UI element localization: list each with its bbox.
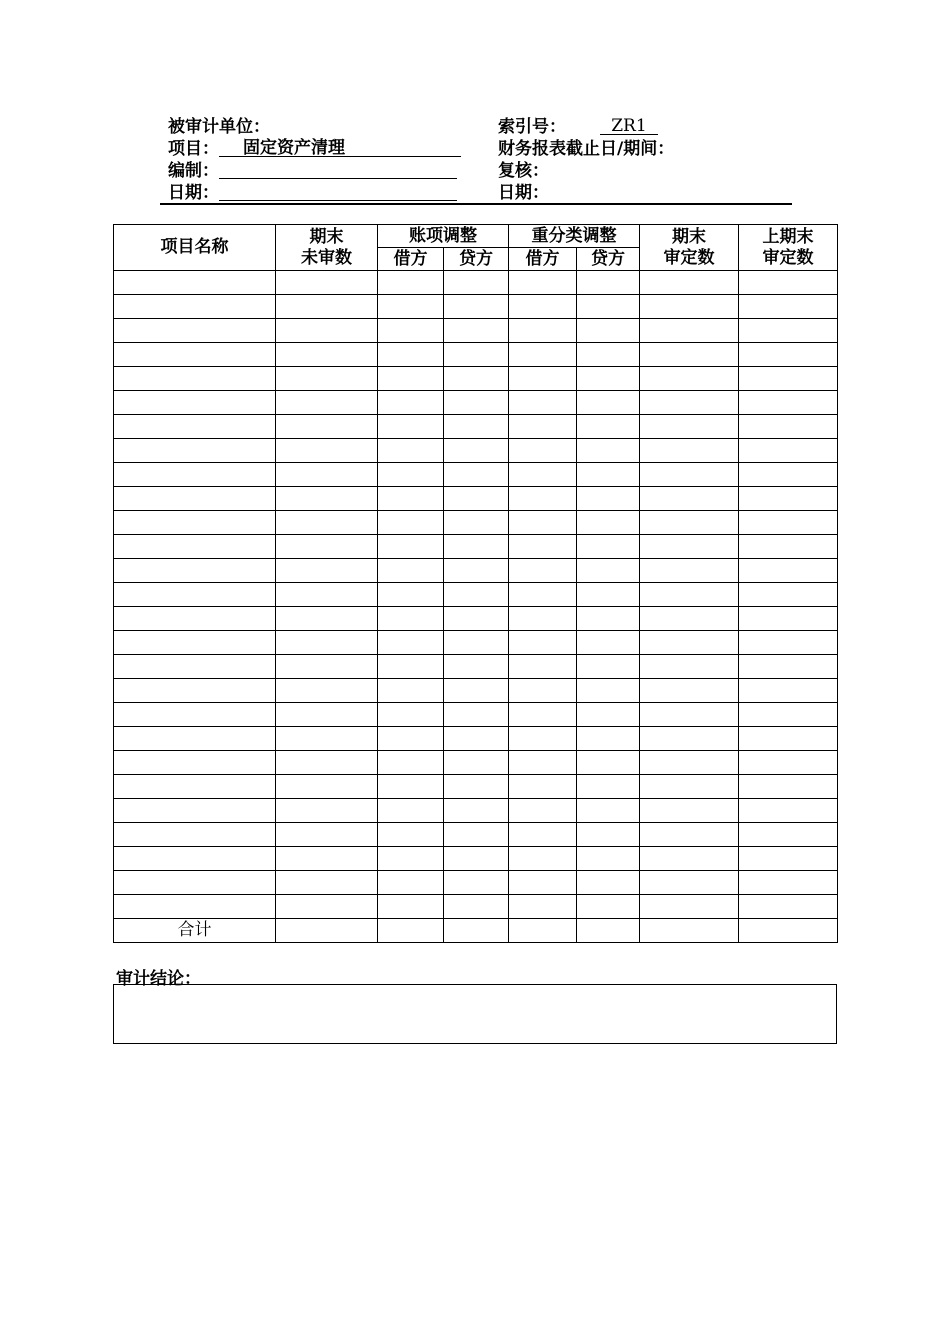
table-cell[interactable] — [276, 391, 378, 415]
table-cell[interactable] — [577, 727, 640, 751]
table-cell[interactable] — [640, 343, 739, 367]
table-cell[interactable] — [444, 295, 509, 319]
date-label: 日期： — [168, 183, 219, 203]
table-cell[interactable] — [739, 391, 838, 415]
table-cell[interactable] — [640, 631, 739, 655]
table-cell[interactable] — [378, 367, 444, 391]
table-row — [114, 463, 838, 487]
table-cell[interactable] — [114, 487, 276, 511]
index-value[interactable]: ZR1 — [600, 116, 658, 135]
table-cell[interactable] — [577, 415, 640, 439]
table-cell[interactable] — [378, 415, 444, 439]
table-cell[interactable] — [577, 631, 640, 655]
audited-unit-label: 被审计单位： — [168, 117, 270, 137]
table-cell[interactable] — [378, 607, 444, 631]
conclusion-box[interactable] — [113, 984, 837, 1044]
table-row — [114, 895, 838, 919]
table-cell[interactable] — [509, 487, 577, 511]
table-cell[interactable] — [444, 703, 509, 727]
table-cell[interactable] — [739, 559, 838, 583]
table-cell[interactable] — [276, 487, 378, 511]
header-row-1 — [160, 116, 792, 138]
table-row — [114, 631, 838, 655]
table-cell[interactable] — [378, 535, 444, 559]
table-cell[interactable] — [577, 583, 640, 607]
col-header-unaudited-line1: 期末 — [309, 226, 344, 247]
header-row-2 — [160, 138, 792, 160]
table-cell[interactable] — [739, 655, 838, 679]
table-cell[interactable] — [739, 847, 838, 871]
col-header-unaudited-line2: 未审数 — [301, 247, 352, 268]
table-cell[interactable] — [509, 919, 577, 943]
table-cell[interactable] — [114, 703, 276, 727]
table-cell[interactable] — [444, 367, 509, 391]
table-cell[interactable] — [114, 583, 276, 607]
table-cell[interactable] — [114, 679, 276, 703]
table-cell[interactable] — [114, 343, 276, 367]
table-cell[interactable] — [444, 439, 509, 463]
date-value[interactable] — [219, 182, 457, 201]
table-cell[interactable] — [378, 439, 444, 463]
table-cell[interactable] — [577, 919, 640, 943]
header-row-3 — [160, 160, 792, 182]
table-cell[interactable] — [276, 415, 378, 439]
col-header-reclass-debit: 借方 — [509, 248, 577, 271]
table-cell[interactable] — [276, 631, 378, 655]
table-cell[interactable] — [114, 535, 276, 559]
table-cell[interactable] — [378, 871, 444, 895]
table-cell[interactable] — [640, 823, 739, 847]
table-cell[interactable] — [114, 319, 276, 343]
table-cell[interactable] — [739, 583, 838, 607]
period-label: 财务报表截止日/期间： — [498, 139, 675, 159]
table-cell[interactable] — [378, 511, 444, 535]
table-cell[interactable] — [739, 487, 838, 511]
table-body — [114, 271, 838, 943]
table-cell[interactable] — [378, 343, 444, 367]
table-cell[interactable] — [378, 559, 444, 583]
table-cell[interactable] — [509, 391, 577, 415]
table-cell[interactable] — [276, 535, 378, 559]
table-cell[interactable] — [276, 511, 378, 535]
table-cell[interactable] — [509, 751, 577, 775]
table-row — [114, 343, 838, 367]
table-cell[interactable] — [378, 703, 444, 727]
table-cell[interactable] — [640, 487, 739, 511]
table-cell[interactable] — [444, 343, 509, 367]
table-cell[interactable] — [444, 271, 509, 295]
table-cell[interactable] — [114, 727, 276, 751]
table-row — [114, 679, 838, 703]
table-cell[interactable] — [739, 367, 838, 391]
table-row — [114, 847, 838, 871]
table-cell[interactable] — [276, 919, 378, 943]
table-cell[interactable] — [577, 367, 640, 391]
review-date-label: 日期： — [498, 183, 549, 203]
table-row — [114, 871, 838, 895]
table-cell[interactable] — [114, 439, 276, 463]
table-cell[interactable] — [509, 343, 577, 367]
table-cell[interactable] — [640, 607, 739, 631]
col-header-item-name: 项目名称 — [114, 225, 276, 271]
table-cell[interactable] — [739, 415, 838, 439]
table-cell[interactable] — [739, 679, 838, 703]
table-row — [114, 823, 838, 847]
table-cell[interactable] — [276, 727, 378, 751]
table-row — [114, 487, 838, 511]
table-cell[interactable] — [509, 847, 577, 871]
table-row — [114, 703, 838, 727]
table-cell[interactable] — [378, 919, 444, 943]
table-cell[interactable] — [444, 847, 509, 871]
table-cell[interactable] — [114, 391, 276, 415]
table-cell[interactable] — [509, 799, 577, 823]
col-header-reclass-credit: 贷方 — [577, 248, 640, 271]
table-cell[interactable] — [276, 895, 378, 919]
table-cell[interactable] — [114, 415, 276, 439]
preparer-label: 编制： — [168, 161, 219, 181]
table-cell[interactable] — [640, 367, 739, 391]
table-cell[interactable] — [509, 775, 577, 799]
table-cell[interactable] — [276, 775, 378, 799]
table-cell[interactable] — [577, 703, 640, 727]
table-cell[interactable] — [509, 871, 577, 895]
table-row — [114, 271, 838, 295]
table-cell[interactable] — [640, 919, 739, 943]
reviewer-label: 复核： — [498, 161, 549, 181]
table-cell[interactable] — [444, 823, 509, 847]
table-row — [114, 751, 838, 775]
table-cell[interactable] — [509, 559, 577, 583]
table-cell[interactable] — [114, 631, 276, 655]
table-cell[interactable] — [577, 343, 640, 367]
table-cell[interactable] — [640, 703, 739, 727]
col-header-audited — [640, 225, 739, 271]
table-cell[interactable] — [276, 343, 378, 367]
col-header-prior-line2: 审定数 — [762, 247, 814, 268]
table-cell[interactable] — [378, 799, 444, 823]
table-cell[interactable] — [509, 439, 577, 463]
table-row — [114, 559, 838, 583]
table-cell[interactable] — [640, 295, 739, 319]
table-cell[interactable] — [509, 895, 577, 919]
table-cell[interactable] — [378, 895, 444, 919]
table-cell[interactable] — [378, 751, 444, 775]
table-cell[interactable] — [378, 775, 444, 799]
header-rule — [160, 203, 792, 205]
table-cell[interactable] — [640, 895, 739, 919]
table-cell[interactable] — [577, 319, 640, 343]
table-cell[interactable] — [378, 295, 444, 319]
table-cell[interactable] — [444, 727, 509, 751]
table-cell[interactable] — [444, 487, 509, 511]
table-cell[interactable] — [640, 271, 739, 295]
item-label: 项目： — [168, 139, 219, 159]
table-cell[interactable] — [509, 823, 577, 847]
col-header-audited-line2: 审定数 — [663, 247, 715, 268]
table-cell[interactable] — [577, 535, 640, 559]
table-cell[interactable] — [739, 463, 838, 487]
table-cell[interactable] — [378, 391, 444, 415]
table-cell[interactable] — [509, 655, 577, 679]
table-cell[interactable] — [444, 895, 509, 919]
table-cell[interactable] — [509, 703, 577, 727]
table-cell[interactable] — [509, 679, 577, 703]
table-cell[interactable] — [378, 319, 444, 343]
table-cell[interactable] — [509, 463, 577, 487]
table-cell[interactable] — [640, 799, 739, 823]
table-cell[interactable] — [114, 799, 276, 823]
table-cell[interactable] — [509, 727, 577, 751]
col-header-account-credit: 贷方 — [444, 248, 509, 271]
table-cell[interactable] — [739, 511, 838, 535]
table-cell[interactable] — [739, 607, 838, 631]
table-cell[interactable] — [276, 319, 378, 343]
table-cell[interactable] — [577, 511, 640, 535]
table-cell[interactable] — [739, 775, 838, 799]
table-cell[interactable] — [276, 655, 378, 679]
item-value-field[interactable] — [219, 138, 461, 157]
table-cell[interactable] — [378, 631, 444, 655]
col-header-reclass-adjustment: 重分类调整 — [509, 225, 640, 248]
table-row — [114, 775, 838, 799]
total-row — [114, 919, 838, 943]
table-cell[interactable] — [114, 847, 276, 871]
table-cell[interactable] — [640, 319, 739, 343]
table-cell[interactable] — [276, 823, 378, 847]
table-cell[interactable] — [577, 847, 640, 871]
table-cell[interactable] — [114, 367, 276, 391]
total-label: 合计 — [114, 919, 276, 943]
table-cell[interactable] — [577, 823, 640, 847]
table-row — [114, 655, 838, 679]
preparer-value[interactable] — [219, 160, 457, 179]
table-cell[interactable] — [640, 511, 739, 535]
table-cell[interactable] — [509, 607, 577, 631]
table-cell[interactable] — [276, 583, 378, 607]
table-cell[interactable] — [640, 727, 739, 751]
table-cell[interactable] — [114, 559, 276, 583]
table-cell[interactable] — [640, 679, 739, 703]
table-cell[interactable] — [114, 751, 276, 775]
table-cell[interactable] — [444, 799, 509, 823]
table-cell[interactable] — [640, 559, 739, 583]
table-cell[interactable] — [378, 463, 444, 487]
table-row — [114, 391, 838, 415]
table-cell[interactable] — [739, 535, 838, 559]
table-cell[interactable] — [640, 535, 739, 559]
table-cell[interactable] — [739, 871, 838, 895]
table-cell[interactable] — [444, 871, 509, 895]
table-cell[interactable] — [739, 295, 838, 319]
table-cell[interactable] — [640, 439, 739, 463]
table-cell[interactable] — [444, 559, 509, 583]
table-cell[interactable] — [114, 463, 276, 487]
table-cell[interactable] — [577, 439, 640, 463]
table-cell[interactable] — [276, 367, 378, 391]
adjustment-table — [113, 224, 838, 943]
table-cell[interactable] — [577, 295, 640, 319]
table-cell[interactable] — [444, 919, 509, 943]
table-cell[interactable] — [640, 847, 739, 871]
table-cell[interactable] — [739, 895, 838, 919]
table-cell[interactable] — [114, 295, 276, 319]
table-cell[interactable] — [378, 847, 444, 871]
table-cell[interactable] — [276, 271, 378, 295]
table-cell[interactable] — [640, 751, 739, 775]
table-cell[interactable] — [640, 391, 739, 415]
table-cell[interactable] — [276, 703, 378, 727]
table-cell[interactable] — [739, 727, 838, 751]
table-cell[interactable] — [276, 463, 378, 487]
table-cell[interactable] — [378, 727, 444, 751]
table-row — [114, 583, 838, 607]
table-cell[interactable] — [577, 559, 640, 583]
table-cell[interactable] — [114, 871, 276, 895]
table-cell[interactable] — [509, 631, 577, 655]
header-row-4 — [160, 182, 792, 204]
table-cell[interactable] — [378, 271, 444, 295]
table-cell[interactable] — [444, 391, 509, 415]
table-cell[interactable] — [378, 823, 444, 847]
item-value: 固定资产清理 — [243, 138, 345, 158]
table-cell[interactable] — [640, 775, 739, 799]
conclusion-label: 审计结论： — [116, 969, 201, 989]
table-cell[interactable] — [577, 607, 640, 631]
table-cell[interactable] — [276, 607, 378, 631]
table-cell[interactable] — [640, 655, 739, 679]
table-cell[interactable] — [739, 799, 838, 823]
table-cell[interactable] — [276, 847, 378, 871]
table-cell[interactable] — [739, 823, 838, 847]
table-cell[interactable] — [739, 439, 838, 463]
table-cell[interactable] — [739, 319, 838, 343]
table-cell[interactable] — [444, 751, 509, 775]
table-cell[interactable] — [378, 655, 444, 679]
table-cell[interactable] — [444, 655, 509, 679]
table-cell[interactable] — [114, 895, 276, 919]
table-cell[interactable] — [739, 271, 838, 295]
table-cell[interactable] — [444, 463, 509, 487]
table-cell[interactable] — [444, 415, 509, 439]
table-cell[interactable] — [378, 679, 444, 703]
table-cell[interactable] — [276, 871, 378, 895]
col-header-account-debit: 借方 — [378, 248, 444, 271]
table-cell[interactable] — [444, 607, 509, 631]
table-cell[interactable] — [640, 583, 739, 607]
table-cell[interactable] — [640, 415, 739, 439]
table-cell[interactable] — [640, 463, 739, 487]
table-cell[interactable] — [114, 511, 276, 535]
table-cell[interactable] — [114, 607, 276, 631]
table-row — [114, 439, 838, 463]
table-cell[interactable] — [114, 655, 276, 679]
table-cell[interactable] — [114, 823, 276, 847]
table-cell[interactable] — [444, 319, 509, 343]
table-cell[interactable] — [577, 895, 640, 919]
table-cell[interactable] — [739, 751, 838, 775]
table-cell[interactable] — [509, 271, 577, 295]
table-cell[interactable] — [640, 871, 739, 895]
table-cell[interactable] — [509, 367, 577, 391]
col-header-account-adjustment: 账项调整 — [378, 225, 509, 248]
table-row — [114, 415, 838, 439]
table-cell[interactable] — [444, 631, 509, 655]
table-cell[interactable] — [577, 799, 640, 823]
table-row — [114, 727, 838, 751]
table-cell[interactable] — [577, 775, 640, 799]
table-cell[interactable] — [276, 679, 378, 703]
table-row — [114, 295, 838, 319]
table-row — [114, 799, 838, 823]
table-cell[interactable] — [276, 295, 378, 319]
table-cell[interactable] — [509, 415, 577, 439]
table-cell[interactable] — [444, 583, 509, 607]
table-cell[interactable] — [444, 511, 509, 535]
table-cell[interactable] — [577, 679, 640, 703]
table-cell[interactable] — [577, 271, 640, 295]
table-cell[interactable] — [276, 799, 378, 823]
table-cell[interactable] — [444, 535, 509, 559]
table-cell[interactable] — [577, 391, 640, 415]
col-header-prior-audited — [739, 225, 838, 271]
table-cell[interactable] — [577, 871, 640, 895]
table-cell[interactable] — [378, 583, 444, 607]
table-cell[interactable] — [577, 487, 640, 511]
table-cell[interactable] — [509, 583, 577, 607]
table-cell[interactable] — [276, 559, 378, 583]
table-cell[interactable] — [577, 751, 640, 775]
table-cell[interactable] — [276, 751, 378, 775]
table-cell[interactable] — [444, 775, 509, 799]
table-cell[interactable] — [444, 679, 509, 703]
table-cell[interactable] — [509, 511, 577, 535]
table-cell[interactable] — [509, 295, 577, 319]
col-header-unaudited — [276, 225, 378, 271]
table-row — [114, 535, 838, 559]
workpaper-header — [160, 116, 792, 204]
table-cell[interactable] — [509, 319, 577, 343]
col-header-audited-line1: 期末 — [672, 226, 706, 247]
table-cell[interactable] — [739, 919, 838, 943]
table-row — [114, 607, 838, 631]
table-cell[interactable] — [276, 439, 378, 463]
table-cell[interactable] — [378, 487, 444, 511]
table-cell[interactable] — [577, 463, 640, 487]
table-cell[interactable] — [577, 655, 640, 679]
table-row — [114, 319, 838, 343]
table-cell[interactable] — [114, 271, 276, 295]
table-cell[interactable] — [509, 535, 577, 559]
table-cell[interactable] — [114, 775, 276, 799]
table-cell[interactable] — [739, 631, 838, 655]
table-cell[interactable] — [739, 703, 838, 727]
table-cell[interactable] — [739, 343, 838, 367]
index-label: 索引号： — [498, 117, 566, 137]
table-row — [114, 367, 838, 391]
col-header-prior-line1: 上期末 — [762, 226, 814, 247]
table-row — [114, 511, 838, 535]
